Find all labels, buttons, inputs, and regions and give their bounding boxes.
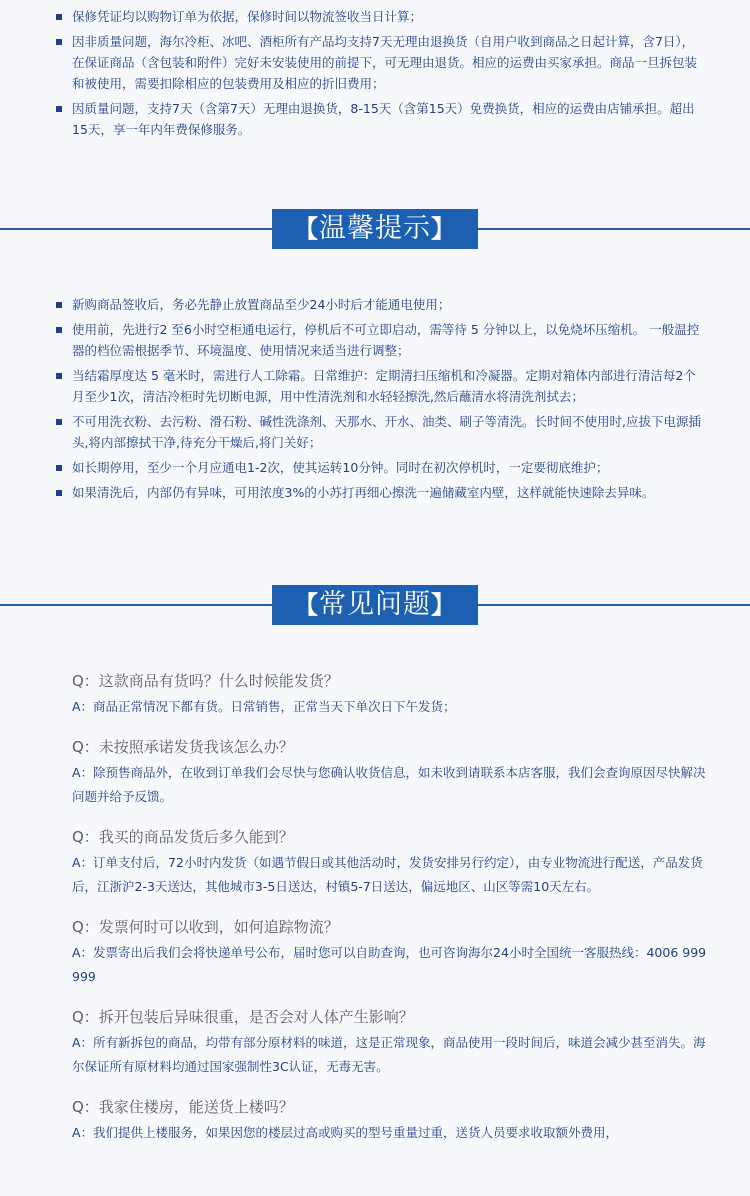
warranty-item (56, 6, 702, 27)
tip-item (56, 319, 702, 361)
warranty-item-text: 因非质量问题，海尔冷柜、冰吧、酒柜所有产品均支持7天无理由退换货（自用户收到商品之日起计算，含7日），在保证商品（含包装和附件）完好未安装使用的前提下，可无理由退货。相应的运费由买家承担。商品一旦拆包装和被使用，需要扣除相应的包装费用及相应的折旧费用； (72, 34, 698, 91)
section-title: 温馨提示 (319, 213, 431, 244)
warranty-item (56, 31, 702, 94)
faq-answer: A：商品正常情况下都有货。日常销售，正常当天下单次日下午发货； (72, 699, 456, 714)
faq-question: Q：我家住楼房，能送货上楼吗？ (72, 1098, 294, 1116)
bullet-square-icon (56, 39, 62, 45)
bullet-square-icon (56, 373, 62, 379)
faq-answer: A：我们提供上楼服务，如果因您的楼层过高或购买的型号重量过重，送货人员要求收取额外费用， (72, 1125, 619, 1140)
tip-item-text: 如果清洗后，内部仍有异味，可用浓度3%的小苏打再细心擦洗一遍储藏室内壁，这样就能快速除去异味。 (72, 485, 655, 500)
tip-item-text: 新购商品签收后，务必先静止放置商品至少24小时后才能通电使用； (72, 297, 451, 312)
faq-question: Q：发票何时可以收到，如何追踪物流？ (72, 918, 339, 936)
tip-item-text: 使用前，先进行2 至6小时空柜通电运行，停机后不可立即启动，需等待 5 分钟以上，以免烧坏压缩机。 一般温控器的档位需根据季节、环境温度、使用情况来适当进行调整； (72, 322, 700, 358)
faq-item (72, 915, 712, 989)
faq-answer: A：订单支付后，72小时内发货（如遇节假日或其他活动时，发货安排另行约定），由专业物流进行配送，产品发货后，江浙沪2-3天送达，其他城市3-5日送达，村镇5-7日送达，偏远地区、山区等需10天左右。 (72, 855, 703, 894)
faq-question: Q：这款商品有货吗？什么时候能发货？ (72, 672, 339, 690)
bracket-right: 】 (431, 591, 456, 619)
tip-item (56, 294, 702, 315)
bullet-square-icon (56, 327, 62, 333)
tip-item (56, 482, 702, 503)
bullet-square-icon (56, 465, 62, 471)
warranty-item-text: 因质量问题，支持7天（含第7天）无理由退换货，8-15天（含第15天）免费换货，相应的运费由店铺承担。超出15天，享一年内年费保修服务。 (72, 101, 695, 137)
faq-answer: A：发票寄出后我们会将快递单号公布，届时您可以自助查询，也可咨询海尔24小时全国统一客服热线：4006 999 999 (72, 945, 707, 984)
bullet-square-icon (56, 302, 62, 308)
bullet-square-icon (56, 106, 62, 112)
faq-question: Q：拆开包装后异味很重，是否会对人体产生影响？ (72, 1008, 414, 1026)
bullet-square-icon (56, 14, 62, 20)
warranty-item-text: 保修凭证均以购物订单为依据，保修时间以物流签收当日计算； (72, 9, 423, 24)
faq-list (72, 669, 712, 1161)
bracket-left: 【 (294, 215, 319, 243)
faq-item (72, 669, 712, 719)
faq-item (72, 735, 712, 809)
faq-answer: A：除预售商品外，在收到订单我们会尽快与您确认收货信息，如未收到请联系本店客服，我们会查询原因尽快解决问题并给予反馈。 (72, 765, 706, 804)
tip-item (56, 365, 702, 407)
tip-item-text: 当结霜厚度达 5 毫米时，需进行人工除霜。日常维护：定期清扫压缩机和冷凝器。定期对箱体内部进行清洁每2个月至少1次，清洁冷柜时先切断电源，用中性清洗剂和水轻轻擦洗,然后蘸清水将清洗剂拭去； (72, 368, 696, 404)
bullet-square-icon (56, 490, 62, 496)
bullet-square-icon (56, 419, 62, 425)
tips-section-header (0, 209, 750, 249)
tips-list (56, 294, 702, 507)
warranty-list (56, 6, 702, 144)
faq-item (72, 1005, 712, 1079)
faq-item (72, 825, 712, 899)
section-title-box (272, 209, 478, 249)
bracket-right: 】 (431, 215, 456, 243)
faq-question: Q：我买的商品发货后多久能到？ (72, 828, 294, 846)
bracket-left: 【 (294, 591, 319, 619)
faq-question: Q：未按照承诺发货我该怎么办？ (72, 738, 294, 756)
tip-item (56, 457, 702, 478)
faq-section-header (0, 585, 750, 625)
tip-item-text: 不可用洗衣粉、去污粉、滑石粉、碱性洗涤剂、天那水、开水、油类、刷子等清洗。长时间不使用时,应拔下电源插头,将内部擦拭干净,待充分干燥后,将门关好； (72, 414, 701, 450)
section-title-box (272, 585, 478, 625)
warranty-item (56, 98, 702, 140)
section-title: 常见问题 (319, 589, 431, 620)
faq-answer: A：所有新拆包的商品，均带有部分原材料的味道，这是正常现象，商品使用一段时间后，味道会减少甚至消失。海尔保证所有原材料均通过国家强制性3C认证，无毒无害。 (72, 1035, 706, 1074)
tip-item (56, 411, 702, 453)
tip-item-text: 如长期停用，至少一个月应通电1-2次，使其运转10分钟。同时在初次停机时，一定要彻底维护； (72, 460, 609, 475)
faq-item (72, 1095, 712, 1145)
